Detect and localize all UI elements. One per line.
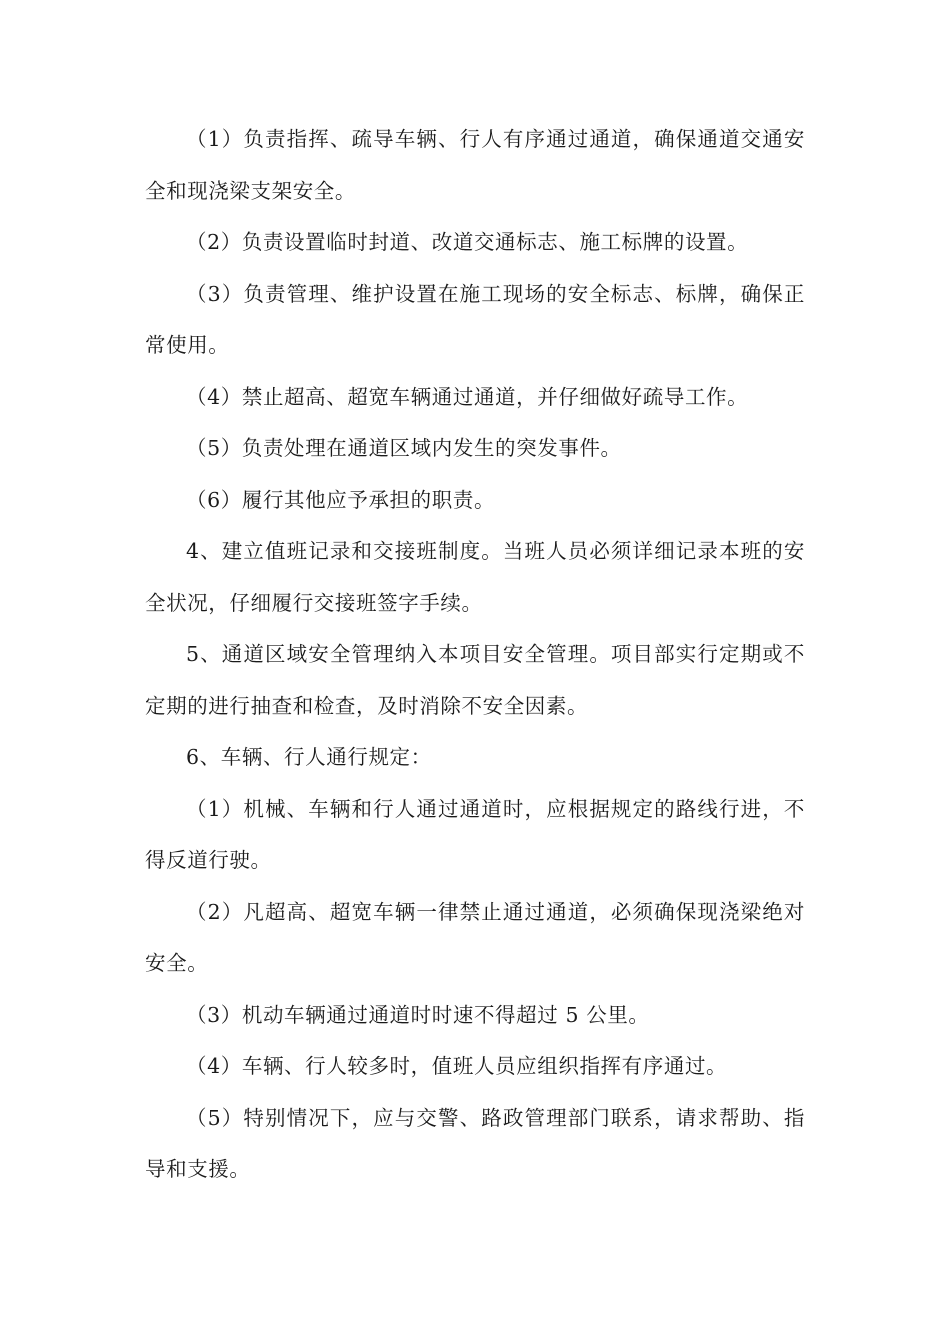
paragraph-duty-5: （5）负责处理在通道区域内发生的突发事件。 (186, 436, 622, 460)
paragraph-item-5: 5、通道区域安全管理纳入本项目安全管理。项目部实行定期或不定期的进行抽查和检查，及时消除不安全因素。 (145, 642, 805, 718)
paragraph-rule-4: （4）车辆、行人较多时，值班人员应组织指挥有序通过。 (186, 1054, 728, 1078)
paragraph-duty-3: （3）负责管理、维护设置在施工现场的安全标志、标牌，确保正常使用。 (145, 281, 805, 357)
paragraph-item-4: 4、建立值班记录和交接班制度。当班人员必须详细记录本班的安全状况，仔细履行交接班签字手续。 (145, 539, 805, 615)
paragraph-rule-3: （3）机动车辆通过通道时时速不得超过 5 公里。 (186, 1002, 650, 1027)
paragraph-rule-5: （5）特别情况下，应与交警、路政管理部门联系，请求帮助、指导和支援。 (145, 1105, 805, 1181)
paragraph-rule-1: （1）机械、车辆和行人通过通道时，应根据规定的路线行进，不得反道行驶。 (145, 796, 805, 872)
paragraph-duty-2: （2）负责设置临时封道、改道交通标志、施工标牌的设置。 (186, 230, 749, 254)
paragraph-duty-1: （1）负责指挥、疏导车辆、行人有序通过通道，确保通道交通安全和现浇梁支架安全。 (145, 127, 805, 203)
paragraph-duty-4: （4）禁止超高、超宽车辆通过通道，并仔细做好疏导工作。 (186, 384, 749, 409)
paragraph-item-6-heading: 6、车辆、行人通行规定： (186, 745, 432, 769)
paragraph-rule-2: （2）凡超高、超宽车辆一律禁止通过通道，必须确保现浇梁绝对安全。 (145, 899, 805, 975)
document-body (145, 114, 805, 1196)
paragraph-duty-6: （6）履行其他应予承担的职责。 (186, 487, 496, 512)
